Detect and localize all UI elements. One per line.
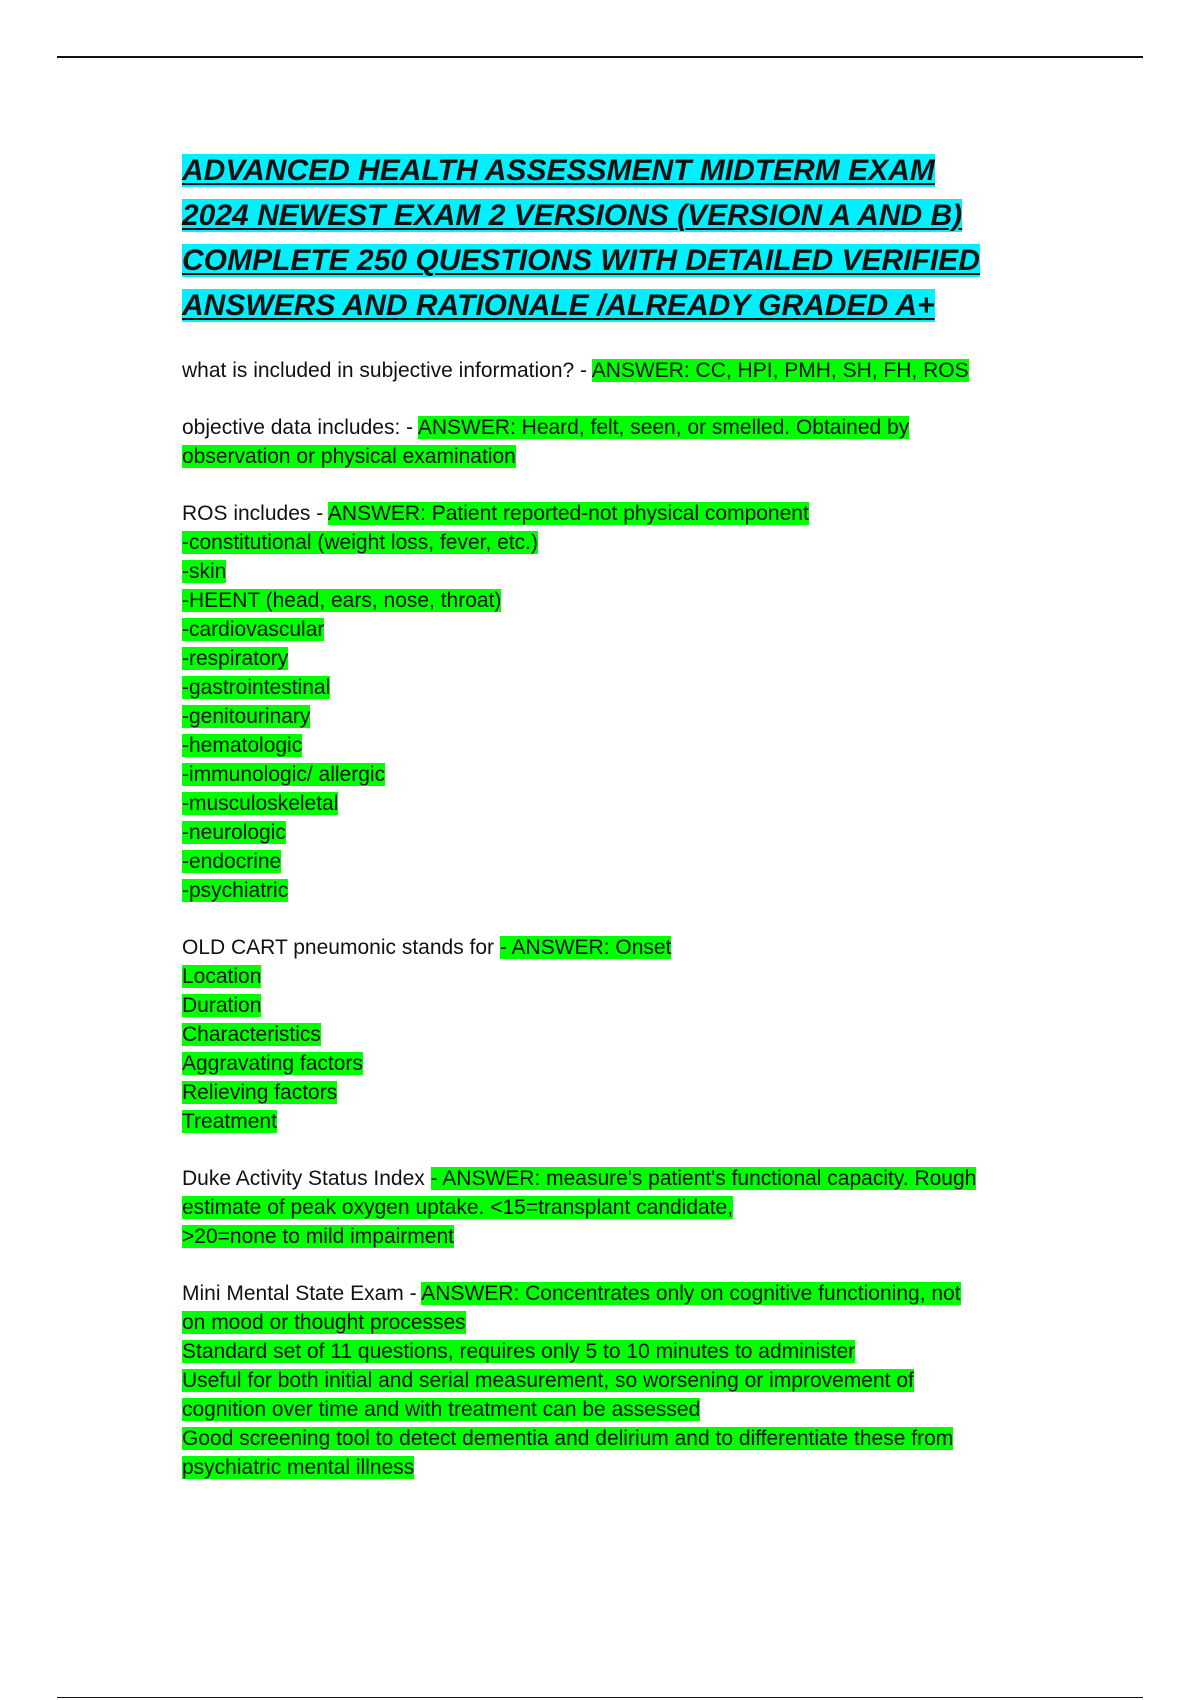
qa-item-ros — [182, 499, 1072, 905]
answer-line: observation or physical examination — [182, 445, 516, 468]
title-line: ADVANCED HEALTH ASSESSMENT MIDTERM EXAM — [182, 154, 935, 187]
qa-item-duke — [182, 1164, 1072, 1251]
answer-line: -respiratory — [182, 647, 289, 670]
qa-item-mmse — [182, 1279, 1072, 1482]
question-text: Duke Activity Status Index — [182, 1167, 431, 1190]
question-text: OLD CART pneumonic stands for — [182, 936, 500, 959]
qa-item-objective — [182, 413, 1072, 471]
answer-line: Characteristics — [182, 1023, 321, 1046]
answer-line: Good screening tool to detect dementia and delirium and to differentiate these from — [182, 1427, 954, 1450]
title-line: ANSWERS AND RATIONALE /ALREADY GRADED A+ — [182, 289, 935, 322]
answer-line: - ANSWER: measure's patient's functional capacity. Rough — [430, 1167, 977, 1190]
answer-line: estimate of peak oxygen uptake. <15=transplant candidate, — [182, 1196, 734, 1219]
answer-line: psychiatric mental illness — [182, 1456, 415, 1479]
answer-line: ANSWER: CC, HPI, PMH, SH, FH, ROS — [591, 359, 969, 382]
question-text: Mini Mental State Exam - — [182, 1282, 422, 1305]
question-text: objective data includes: - — [182, 416, 418, 439]
answer-line: -immunologic/ allergic — [182, 763, 386, 786]
qa-item-subjective — [182, 356, 1072, 385]
answer-line: -psychiatric — [182, 879, 289, 902]
answer-line: - ANSWER: Onset — [499, 936, 672, 959]
answer-line: ANSWER: Concentrates only on cognitive functioning, not — [421, 1282, 961, 1305]
answer-line: Duration — [182, 994, 262, 1017]
document-body — [182, 148, 1072, 1510]
answer-line: -hematologic — [182, 734, 303, 757]
answer-line: on mood or thought processes — [182, 1311, 466, 1334]
answer-line: -constitutional (weight loss, fever, etc.) — [182, 531, 538, 554]
answer-line: Useful for both initial and serial measurement, so worsening or improvement of — [182, 1369, 914, 1392]
footer-rule — [57, 1697, 1143, 1698]
answer-line: -gastrointestinal — [182, 676, 331, 699]
answer-line: cognition over time and with treatment can be assessed — [182, 1398, 701, 1421]
title-line: 2024 NEWEST EXAM 2 VERSIONS (VERSION A AND B) — [182, 199, 963, 232]
answer-line: -neurologic — [182, 821, 286, 844]
answer-line: Treatment — [182, 1110, 277, 1133]
document-title — [182, 148, 1072, 328]
answer-line: -cardiovascular — [182, 618, 325, 641]
answer-line: ANSWER: Patient reported-not physical component — [327, 502, 809, 525]
answer-line: Relieving factors — [182, 1081, 338, 1104]
answer-line: ANSWER: Heard, felt, seen, or smelled. Obtained by — [417, 416, 910, 439]
header-rule — [57, 56, 1143, 58]
answer-line: -genitourinary — [182, 705, 311, 728]
answer-line: -musculoskeletal — [182, 792, 339, 815]
question-text: what is included in subjective information? - — [182, 359, 592, 382]
answer-line: -HEENT (head, ears, nose, throat) — [182, 589, 502, 612]
answer-line: Aggravating factors — [182, 1052, 363, 1075]
title-line: COMPLETE 250 QUESTIONS WITH DETAILED VERIFIED — [182, 244, 980, 277]
answer-line: -skin — [182, 560, 227, 583]
answer-line: Location — [182, 965, 262, 988]
question-text: ROS includes - — [182, 502, 328, 525]
qa-item-oldcart — [182, 933, 1072, 1136]
answer-line: -endocrine — [182, 850, 282, 873]
answer-line: Standard set of 11 questions, requires only 5 to 10 minutes to administer — [182, 1340, 856, 1363]
answer-line: >20=none to mild impairment — [182, 1225, 454, 1248]
